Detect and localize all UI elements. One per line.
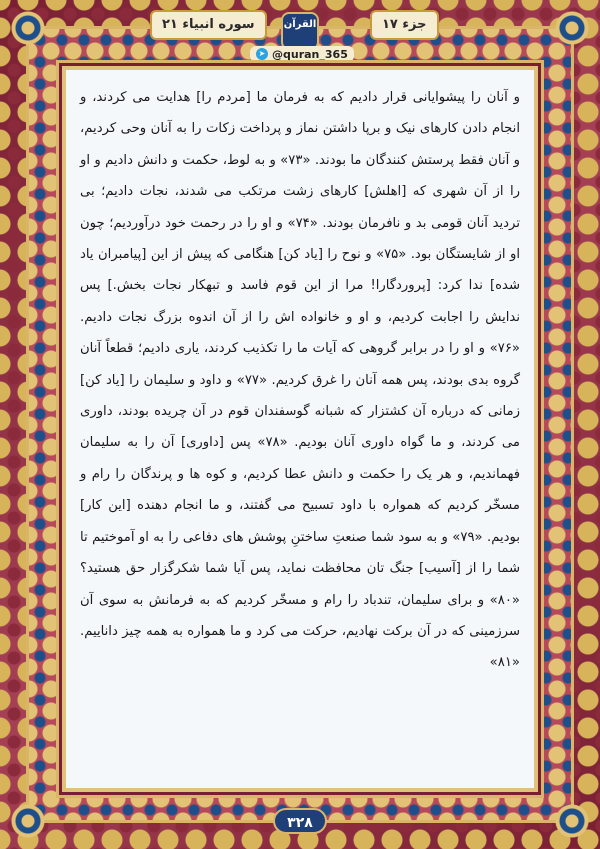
page-header xyxy=(0,4,600,50)
juz-label: جزء ۱۷ xyxy=(370,10,439,40)
telegram-icon: ➤ xyxy=(256,48,268,60)
text-frame xyxy=(62,66,538,792)
page-number: ۳۲۸ xyxy=(273,808,327,834)
translation-text: و آنان را پیشوایانی قرار دادیم که به فرمان ما [مردم را] هدایت می کردند، و انجام دادن کارهای نیک و برپا داشتن نماز و پرداخت زکات را به آنان وحی کردیم، و آنان فقط پرستش کنندگان ما بودند. «۷۳» و به لوط، حکمت و دانش دادیم و او را از آن شهری که [اهلش] کارهای زشت مرتکب می شدند، نجات دادیم؛ بی تردید آنان قومی بد و نافرمان بودند. «۷۴» و او را در رحمت خود درآوردیم؛ چون او از شایستگان بود. «۷۵» و نوح را [یاد کن] هنگامی که پیش از این [پیامبران یاد شده] ندا کرد: [پروردگارا! مرا از این قوم فاسد و تبهکار نجات بخش.] پس ندایش را اجابت کردیم، و او و خانواده اش را از آن اندوه بزرگ نجات دادیم. «۷۶» و او را در برابر گروهی که آیات ما را تکذیب کردند، یاری دادیم؛ قطعاً آنان گروه بدی بودند، پس همه آنان را غرق کردیم. «۷۷» و داود و سلیمان را [یاد کن] زمانی که درباره آن کشتزار که شبانه گوسفندان قوم در آن چریده بودند، داوری می کردند، و ما گواه داوری آنان بودیم. «۷۸» پس [داوری] آن را به سلیمان فهماندیم، و هر یک را حکمت و دانش عطا کردیم، و کوه ها و پرندگان را رام و مسخّر کردیم که همواره با داود تسبیح می گفتند، و ما انجام دهنده [این کار] بودیم. «۷۹» و به سود شما صنعتِ ساختنِ پوشش های دفاعی را به او آموختیم تا شما را از [آسیب] جنگ تان محافظت نماید، پس آیا شما شکرگزار حق هستید؟ «۸۰» و برای سلیمان، تندباد را رام و مسخّر کردیم که به فرمانش به سوی آن سرزمینی که در آن برکت نهادیم، حرکت می کرد و ما همواره به همه چیز داناییم. «۸۱» xyxy=(80,90,521,671)
corner-ornament-bottom-left xyxy=(8,801,48,841)
surah-label: سوره انبیاء ۲۱ xyxy=(150,10,267,40)
quran-logo-icon: القرآن xyxy=(281,12,319,50)
corner-ornament-bottom-right xyxy=(552,801,592,841)
telegram-channel[interactable] xyxy=(250,46,354,62)
channel-handle: @quran_365 xyxy=(272,47,348,61)
